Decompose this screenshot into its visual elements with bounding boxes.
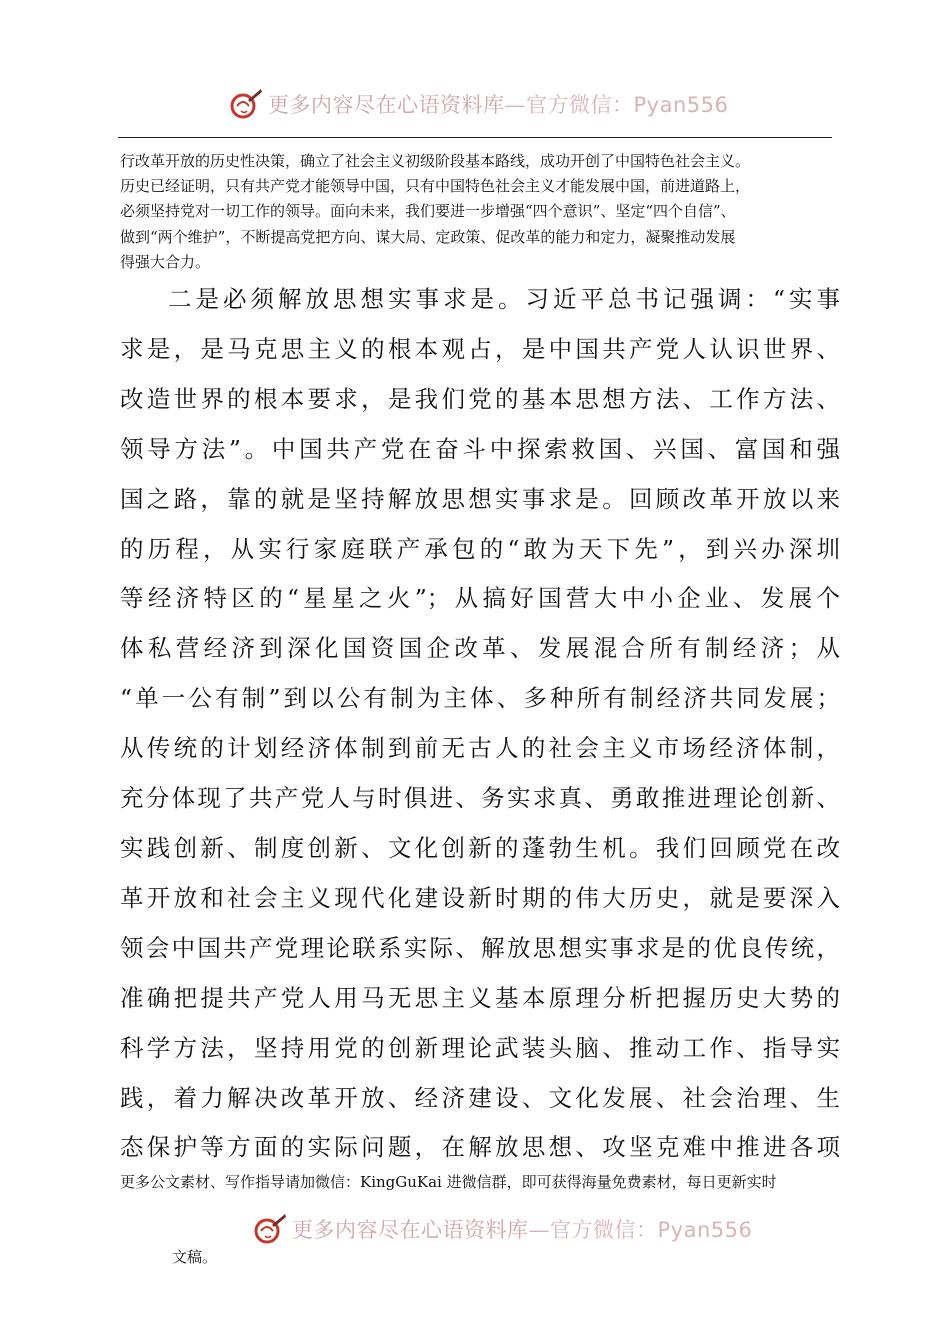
main-line: 求是，是马克思主义的根本观占，是中国共产党人认识世界、 — [120, 334, 840, 363]
main-line: 二是必须解放思想实事求是。习近平总书记强调：“实事 — [168, 285, 840, 313]
main-line: 的历程，从实行家庭联产承包的“敢为天下先”，到兴办深圳 — [120, 534, 840, 563]
intro-line: 做到“两个维护”，不断提高党把方向、谋大局、定政策、促改革的能力和定力，凝聚推动发展 — [120, 227, 736, 246]
header-banner-text — [268, 89, 728, 119]
main-line: 实践创新、制度创新、文化创新的蓬勃生机。我们回顾党在改 — [120, 833, 840, 862]
main-line: 等经济特区的“星星之火”；从搞好国营大中小企业、发展个 — [120, 584, 840, 613]
main-line: 国之路，靠的就是坚持解放思想实事求是。回顾改革开放以来 — [120, 484, 840, 513]
main-line: “单一公有制”到以公有制为主体、多种所有制经济共同发展； — [120, 684, 840, 713]
main-line: 革开放和社会主义现代化建设新时期的伟大历史，就是要深入 — [120, 883, 840, 912]
main-line: 体私营经济到深化国资国企改革、发展混合所有制经济；从 — [120, 634, 840, 663]
main-line: 从传统的计划经济体制到前无古人的社会主义市场经济体制， — [120, 734, 840, 763]
footer-brand: 更多内容尽在心语资料库 — [292, 1218, 529, 1242]
main-line: 领会中国共产党理论联系实际、解放思想实事求是的优良传统， — [120, 933, 840, 962]
footer-dash: — — [528, 1218, 550, 1242]
header-banner — [228, 82, 728, 126]
footer-wechat-id: Pyan556 — [657, 1218, 753, 1242]
intro-line: 行改革开放的历史性决策，确立了社会主义初级阶段基本路线，成功开创了中国特色社会主义。 — [120, 152, 751, 170]
main-line: 践，着力解决改革开放、经济建设、文化发展、社会治理、生 — [120, 1083, 840, 1112]
main-paragraph — [120, 275, 840, 1173]
footer-official-label: 官方微信： — [550, 1218, 658, 1242]
main-line: 态保护等方面的实际问题，在解放思想、攻坚克难中推进各项 — [120, 1133, 840, 1162]
intro-line: 历史已经证明，只有共产党才能领导中国，只有中国特色社会主义才能发展中国，前进道路上， — [120, 177, 751, 196]
promo-tail: 文稿。 — [172, 1248, 218, 1266]
header-brand: 更多内容尽在心语资料库 — [268, 93, 505, 117]
header-wechat-id: Pyan556 — [633, 93, 729, 117]
main-line: 科学方法，坚持用党的创新理论武装头脑、推动工作、指导实 — [120, 1033, 840, 1062]
main-line: 领导方法”。中国共产党在奋斗中探索救国、兴国、富国和强 — [120, 434, 840, 463]
main-line: 充分体现了共产党人与时俱进、务实求真、勇敢推进理论创新、 — [120, 784, 840, 813]
header-dash: — — [504, 93, 526, 117]
pen-logo-icon — [228, 86, 264, 122]
main-line: 改造世界的根本要求，是我们党的基本思想方法、工作方法、 — [120, 384, 840, 413]
header-official-label: 官方微信： — [526, 93, 634, 117]
main-line: 准确把提共产党人用马无思主义基本原理分析把握历史大势的 — [120, 983, 840, 1012]
footer-banner-text — [292, 1214, 752, 1244]
intro-line: 得强大合力。 — [120, 252, 211, 271]
intro-paragraph — [120, 149, 838, 275]
pen-logo-icon — [252, 1211, 288, 1247]
promo-line: 更多公文素材、写作指导请加微信：KingGuKai 进微信群，即可获得海量免费素材，每日更新实时 — [120, 1173, 777, 1191]
intro-line: 必须坚持党对一切工作的领导。面向未来，我们要进一步增强“四个意识”、坚定“四个自信”、 — [120, 202, 736, 221]
footer-banner — [252, 1207, 752, 1251]
header-rule — [118, 137, 832, 138]
